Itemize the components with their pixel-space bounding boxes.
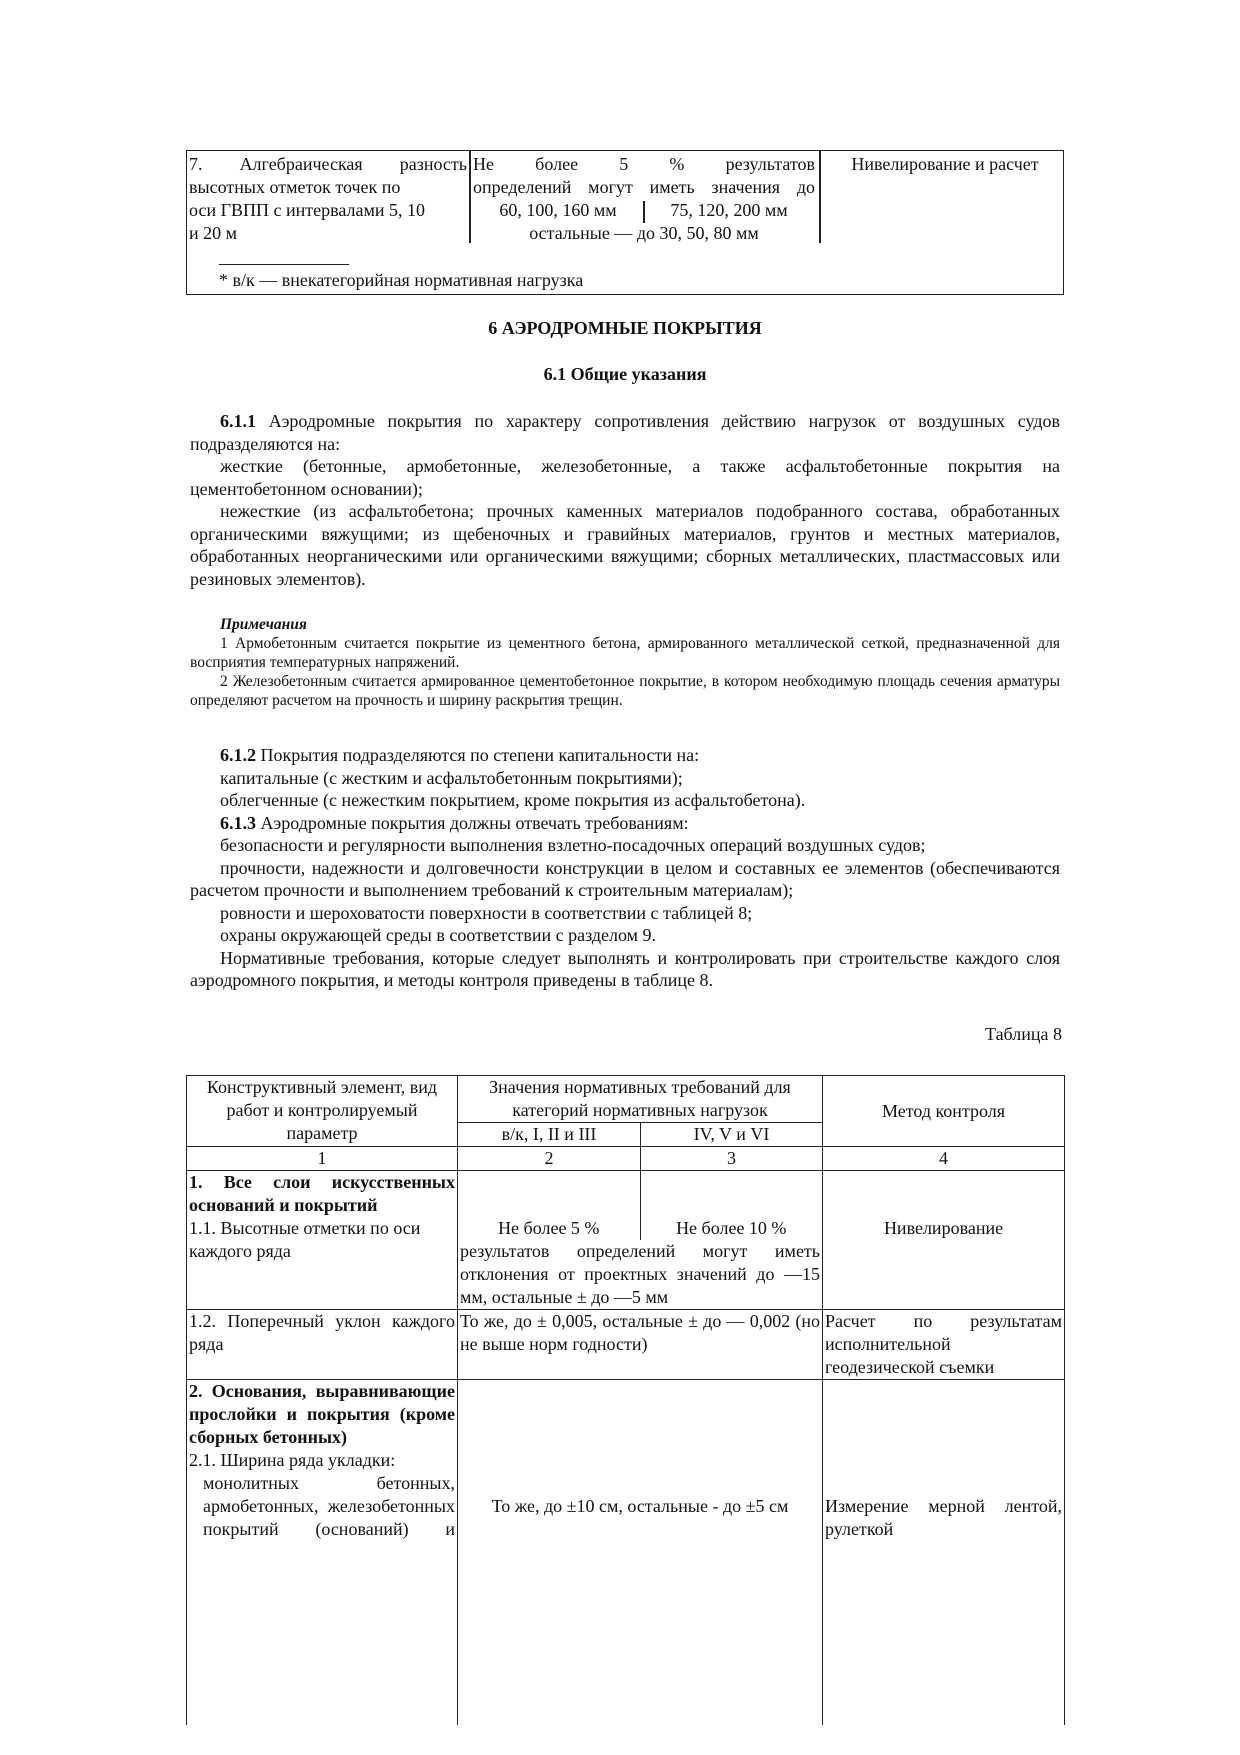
section-6-1-2-3 <box>190 744 1060 992</box>
sub-param-text: монолитных бетонных, армобетонных, железобетонных покрытий (оснований) и <box>203 1473 455 1539</box>
row7-param-line: высотных отметок точек по <box>189 177 401 197</box>
row7-req-line: Не более 5 % результатов <box>473 154 815 174</box>
paragraph-text: Покрытия подразделяются по степени капитальности на: <box>256 745 700 765</box>
paragraph-6-1-1 <box>190 410 1060 455</box>
value-col2: Не более 5 % <box>458 1171 641 1240</box>
row-2-1-param <box>187 1380 458 1726</box>
notes-title: Примечания <box>220 616 307 633</box>
header-col4: Метод контроля <box>823 1076 1065 1147</box>
paragraph-nonrigid: нежесткие (из асфальтобетона; прочных каменных материалов подобранного состава, обработанных органическими вяжущими; из щебеночных и гравийных материалов, грунтов и местных материалов, обработанных неорганическими или органическими вяжущими; сборных металлических, пластмассовых или резиновых элементов). <box>190 501 1060 589</box>
row7-req-rest: остальные — до 30, 50, 80 мм <box>529 223 759 243</box>
paragraph-rigid: жесткие (бетонные, армобетонные, железобетонные, а также асфальтобетонные покрытия на цементобетонном основании); <box>190 456 1060 499</box>
header-col3: IV, V и VI <box>641 1123 823 1147</box>
table-row <box>187 1171 1065 1310</box>
table-divider <box>819 151 821 243</box>
footnote: * в/к — внекатегорийная нормативная нагрузка <box>219 270 584 290</box>
row7-param-line: 7. Алгебраическая разность <box>189 154 467 174</box>
value-shared: То же, до ±10 см, остальные - до ±5 см <box>458 1380 823 1726</box>
group-title: 1. Все слои искусственных оснований и покрытий <box>189 1172 455 1215</box>
row-1-2-param: 1.2. Поперечный уклон каждого ряда <box>187 1310 458 1380</box>
paragraph-final: Нормативные требования, которые следует выполнять и контролировать при строительстве каждого слоя аэродромного покрытия, и методы контроля приведены в таблице 8. <box>190 947 1060 990</box>
row7-req-cat1: 60, 100, 160 мм <box>499 200 617 220</box>
header-col1: Конструктивный элемент, вид работ и контролируемый параметр <box>187 1076 458 1147</box>
note-2: 2 Железобетонным считается армированное цементобетонное покрытие, в котором необходимую площадь сечения арматуры определяют расчетом на прочность и ширину раскрытия трещин. <box>190 673 1060 709</box>
col-number: 4 <box>823 1147 1065 1171</box>
clause-number: 6.1.3 <box>220 812 256 833</box>
paragraph-text: Аэродромные покрытия должны отвечать требованиям: <box>256 812 689 833</box>
table-caption: Таблица 8 <box>985 1024 1062 1044</box>
footnote-rule <box>219 264 349 265</box>
row-1-1-param <box>187 1171 458 1310</box>
column-number-row <box>187 1147 1065 1171</box>
paragraph-text: Аэродромные покрытия по характеру сопротивления действию нагрузок от воздушных судов подразделяются на: <box>190 411 1060 454</box>
value-shared: результатов определений могут иметь отклонения от проектных значений до —15 мм, остальные ± до —5 мм <box>460 1241 821 1307</box>
clause-number: 6.1.1 <box>220 411 256 431</box>
table-divider <box>643 201 645 223</box>
previous-table-fragment <box>186 150 1064 295</box>
value-col3: Не более 10 % <box>676 1218 787 1238</box>
note-1: 1 Армобетонным считается покрытие из цементного бетона, армированного металлической сеткой, предназначенной для восприятия температурных напряжений. <box>190 635 1060 671</box>
notes-block <box>190 615 1060 710</box>
paragraph-capital: капитальные (с жестким и асфальтобетонным покрытиями); <box>220 767 683 788</box>
requirement-2: прочности, надежности и долговечности конструкции в целом и составных ее элементов (обеспечиваются расчетом прочности и выполнением требований к строительным материалам); <box>190 857 1060 900</box>
clause-number: 6.1.2 <box>220 745 256 765</box>
paragraph-6-1-3 <box>190 812 1060 835</box>
table-8 <box>186 1075 1065 1725</box>
header-group: Значения нормативных требований для категорий нормативных нагрузок <box>458 1076 823 1123</box>
col-number: 2 <box>458 1147 641 1171</box>
row7-param-line: и 20 м <box>189 223 238 243</box>
paragraph-6-1-2 <box>190 744 1060 767</box>
table-divider <box>469 151 471 243</box>
section-6-1-1 <box>190 410 1060 590</box>
table-row <box>187 1380 1065 1726</box>
subsection-title: 6.1 Общие указания <box>543 364 707 384</box>
row7-requirement-cell <box>473 153 815 245</box>
paragraph-light: облегченные (с нежестким покрытием, кроме покрытия из асфальтобетона). <box>220 790 806 810</box>
method: Расчет по результатам исполнительной геодезической съемки <box>823 1310 1065 1380</box>
row-1-1-values <box>458 1171 823 1310</box>
param-text: 2.1. Ширина ряда укладки: <box>189 1450 396 1470</box>
row7-param-line: оси ГВПП с интервалами 5, 10 <box>189 200 425 220</box>
col-number: 1 <box>187 1147 458 1171</box>
requirement-4: охраны окружающей среды в соответствии с разделом 9. <box>220 925 657 945</box>
row7-method-cell: Нивелирование и расчет <box>851 154 1039 174</box>
row7-parameter-cell <box>189 153 467 245</box>
table-header-row <box>187 1076 1065 1123</box>
header-col2: в/к, I, II и III <box>458 1123 641 1147</box>
section-title: 6 АЭРОДРОМНЫЕ ПОКРЫТИЯ <box>488 318 762 338</box>
table-row <box>187 1310 1065 1380</box>
group-title: 2. Основания, выравнивающие прослойки и покрытия (кроме сборных бетонных) <box>189 1381 455 1447</box>
value-shared: То же, до ± 0,005, остальные ± до — 0,002 (но не выше норм годности) <box>458 1310 823 1380</box>
requirement-3: ровности и шероховатости поверхности в соответствии с таблицей 8; <box>220 902 753 923</box>
requirement-1: безопасности и регулярности выполнения взлетно-посадочных операций воздушных судов; <box>220 835 926 855</box>
col-number: 3 <box>641 1147 823 1171</box>
row7-req-line: определений могут иметь значения до <box>473 177 815 197</box>
param-text: 1.1. Высотные отметки по оси каждого ряда <box>189 1218 421 1261</box>
method: Нивелирование <box>823 1171 1065 1310</box>
row7-req-cat2: 75, 120, 200 мм <box>670 200 788 220</box>
method: Измерение мерной лентой, рулеткой <box>823 1380 1065 1726</box>
